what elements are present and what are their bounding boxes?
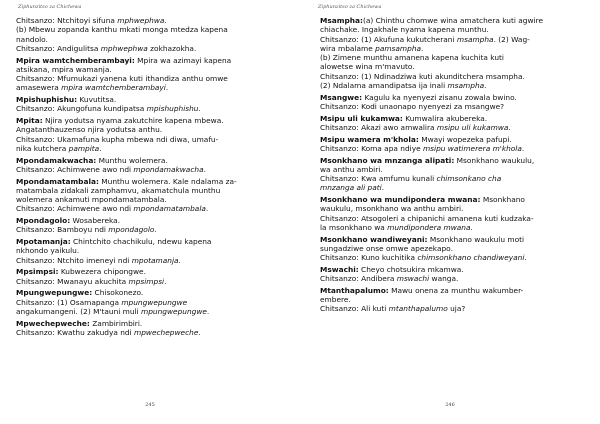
entry-text: . bbox=[205, 204, 209, 214]
entry-line bbox=[16, 74, 286, 83]
entry-text: Mpira wa azimayi kapena bbox=[134, 55, 232, 65]
dictionary-entry bbox=[16, 288, 286, 316]
entry-text: atsikana, mpira wamanja. bbox=[16, 64, 112, 74]
entry-text: wa anthu ambiri. bbox=[320, 164, 383, 174]
entry-text: Chitsanzo: Kuno kuchitika bbox=[320, 253, 418, 262]
entry-line bbox=[320, 174, 586, 183]
entry-line bbox=[16, 16, 286, 25]
example-word: mpsimpsi bbox=[128, 276, 165, 286]
entry-text: (b) Mbewu zopanda kanthu mkati monga mtedza kapena bbox=[16, 25, 228, 35]
entry-line bbox=[320, 62, 586, 71]
entry-term: Mpotamanja: bbox=[16, 237, 71, 246]
entry-text: Chitsanzo: Andibera bbox=[320, 274, 397, 283]
entry-line bbox=[16, 177, 286, 186]
entry-text: Chitsanzo: Ntchitoyi sifuna bbox=[16, 16, 118, 25]
entry-text: Chitsanzo: Andigulitsa bbox=[16, 43, 101, 53]
entry-line bbox=[320, 265, 586, 274]
entry-text: matambala zidakali zamphamvu, akamatchula munthu bbox=[16, 185, 221, 195]
entry-line bbox=[320, 244, 586, 253]
entry-text: Chitsanzo: Bamboyu ndi bbox=[16, 225, 109, 235]
entry-line bbox=[320, 286, 586, 295]
entry-line bbox=[320, 253, 586, 262]
entry-line bbox=[320, 72, 586, 81]
entry-term: Mpishuphishu: bbox=[16, 95, 78, 104]
example-word: pampita bbox=[68, 143, 100, 153]
example-word: mpira wamtchemberambayi bbox=[61, 83, 166, 93]
entry-text: nandolo. bbox=[16, 34, 48, 44]
entry-line bbox=[320, 204, 586, 213]
example-word: msampha bbox=[447, 80, 485, 90]
example-word: mpungwepungwe bbox=[141, 306, 207, 316]
entry-line bbox=[16, 104, 286, 113]
example-word: mnzanga ali pati bbox=[320, 183, 382, 193]
entry-line bbox=[16, 277, 286, 286]
dictionary-entry bbox=[16, 95, 286, 114]
entry-line bbox=[320, 135, 586, 144]
entry-text: embere. bbox=[320, 295, 351, 304]
example-word: msipu uli kukamwa bbox=[436, 122, 509, 132]
entry-text: Chitsanzo: Ntchito imeneyi ndi bbox=[16, 255, 132, 265]
entry-text: Mawu onena za munthu wakumber- bbox=[388, 285, 524, 295]
entry-line bbox=[320, 25, 586, 34]
dictionary-entry bbox=[16, 216, 286, 235]
entry-text: . bbox=[206, 306, 210, 316]
entry-term: Mpondagolo: bbox=[16, 216, 71, 225]
entry-text: Zambirimbiri. bbox=[89, 318, 143, 328]
dictionary-entry bbox=[320, 135, 586, 154]
example-word: pamsampha bbox=[375, 43, 422, 53]
dictionary-entry bbox=[320, 16, 586, 90]
entry-text: Msonkhano waukulu, bbox=[454, 155, 535, 165]
entry-text: zokhazokha. bbox=[147, 43, 197, 53]
entry-text: Chitsanzo: Kwathu zakudya ndi bbox=[16, 327, 135, 337]
example-word: mpondamatambala bbox=[133, 204, 206, 214]
entry-term: Msipu uli kukamwa: bbox=[320, 113, 403, 123]
entry-term: Msonkhano wandiweyani: bbox=[320, 234, 428, 244]
entry-term: Mpungwepungwe: bbox=[16, 288, 93, 298]
entry-text: amasewera bbox=[16, 83, 62, 93]
example-word: chimsonkhano chandiweyani bbox=[417, 253, 525, 262]
entry-text: Chitsanzo: Kodi unaonapo nyenyezi za msangwe? bbox=[320, 101, 505, 111]
entry-line bbox=[16, 298, 286, 307]
example-word: mpungwepungwe bbox=[121, 297, 188, 307]
dictionary-entry bbox=[320, 286, 586, 314]
entry-text: sungadziwe onse omwe apezekapo. bbox=[320, 243, 453, 253]
entry-text: angakumangeni. (2) M'tauni muli bbox=[16, 306, 142, 316]
entry-line bbox=[320, 295, 586, 304]
example-word: mswachi bbox=[396, 274, 430, 283]
entry-term: Msonkhano wa mnzanga alipati: bbox=[320, 155, 455, 165]
entry-text: Chitsanzo: Ali kuti bbox=[320, 304, 389, 314]
entry-text: Chitsanzo: Kwa amfumu kunali bbox=[320, 174, 437, 183]
entry-line bbox=[16, 25, 286, 34]
entry-text: Chitsanzo: Atsogoleri a chipanichi amanena kuti kudzaka- bbox=[320, 213, 534, 223]
entry-line bbox=[320, 16, 586, 25]
entry-text: Mwayi wopezeka pafupi. bbox=[418, 134, 512, 144]
dictionary-entry bbox=[16, 177, 286, 214]
entry-text: chiachake. Ingakhale nyama kapena munthu. bbox=[320, 25, 489, 35]
entry-text: . bbox=[203, 164, 206, 174]
entry-line bbox=[320, 81, 586, 90]
entry-line bbox=[16, 319, 286, 328]
dictionary-entry bbox=[16, 116, 286, 153]
entry-line bbox=[16, 256, 286, 265]
dictionary-entry bbox=[320, 265, 586, 284]
right-page bbox=[300, 0, 600, 424]
entry-term: Msonkhano wa mundipondera mwana: bbox=[320, 195, 481, 204]
entry-line bbox=[320, 44, 586, 53]
page-content bbox=[16, 16, 286, 340]
entry-text: . bbox=[524, 253, 527, 262]
entry-line bbox=[16, 144, 286, 153]
dictionary-entry bbox=[320, 235, 586, 263]
entry-line bbox=[320, 165, 586, 174]
example-word: mphwephwa bbox=[100, 43, 148, 53]
entry-line bbox=[16, 35, 286, 44]
running-head: Ziphunzitso za Chichewa bbox=[18, 4, 82, 10]
entry-term: Mpita: bbox=[16, 116, 43, 125]
entry-term: Mswachi: bbox=[320, 264, 359, 274]
entry-text: Njira yodutsa nyama zakutchire kapena mbewa. bbox=[42, 116, 224, 125]
page-content bbox=[320, 16, 586, 316]
entry-line bbox=[16, 116, 286, 125]
entry-term: Mpsimpsi: bbox=[16, 267, 59, 277]
entry-term: Mpwechepweche: bbox=[16, 318, 90, 328]
entry-line bbox=[320, 144, 586, 153]
entry-line bbox=[16, 56, 286, 65]
entry-line bbox=[16, 246, 286, 255]
entry-line bbox=[16, 225, 286, 234]
entry-text: Kagulu ka nyenyezi zisanu zowala bwino. bbox=[362, 92, 517, 102]
entry-line bbox=[16, 44, 286, 53]
example-word: mpondagolo bbox=[108, 225, 155, 235]
entry-text: waukulu, msonkhano wa anthu ambiri. bbox=[320, 204, 464, 214]
entry-text: Kumwalira akubereka. bbox=[402, 113, 488, 123]
entry-text: Chitsanzo: Ukamafuna kupha mbewa ndi diwa, umafu- bbox=[16, 134, 219, 144]
entry-line bbox=[16, 95, 286, 104]
entry-text: Chitsanzo: (1) Osamapanga bbox=[16, 297, 122, 307]
dictionary-entry bbox=[16, 156, 286, 175]
dictionary-entry bbox=[16, 56, 286, 93]
entry-text: . bbox=[508, 122, 511, 132]
dictionary-entry bbox=[320, 195, 586, 232]
example-word: msampha bbox=[456, 34, 494, 44]
entry-text: Chitsanzo: (1) Akufuna kukutcherani bbox=[320, 34, 457, 44]
running-head: Ziphunzitso za Chichewa bbox=[318, 4, 382, 10]
example-word: chimsonkano cha bbox=[436, 174, 502, 183]
entry-line bbox=[320, 183, 586, 192]
entry-line bbox=[320, 123, 586, 132]
entry-text: Chitsanzo: Mwanayu akuchita bbox=[16, 276, 129, 286]
entry-text: uja? bbox=[447, 304, 466, 314]
entry-text: . bbox=[99, 143, 102, 153]
entry-line bbox=[16, 216, 286, 225]
example-word: mtanthapalumo bbox=[388, 304, 448, 314]
entry-text: alowetse wina m'mavuto. bbox=[320, 62, 415, 72]
entry-text: Chitsanzo: Achimwene awo ndi bbox=[16, 164, 134, 174]
entry-text: nkhondo yaikulu. bbox=[16, 246, 80, 256]
entry-text: Chitsanzo: (1) Ndinadziwa kuti akunditchera msampha. bbox=[320, 71, 525, 81]
entry-text: . bbox=[198, 104, 201, 114]
entry-line bbox=[16, 165, 286, 174]
dictionary-entry bbox=[320, 114, 586, 133]
entry-text: Chitsanzo: Mfumukazi yanena kuti ithandiza anthu omwe bbox=[16, 74, 228, 83]
page-number: 246 bbox=[445, 402, 455, 408]
dictionary-entry bbox=[16, 237, 286, 265]
entry-line bbox=[320, 93, 586, 102]
dictionary-entry bbox=[16, 319, 286, 338]
entry-line bbox=[16, 156, 286, 165]
entry-line bbox=[16, 288, 286, 297]
entry-text: Cheyo chotsukira mkamwa. bbox=[358, 264, 464, 274]
entry-line bbox=[16, 267, 286, 276]
entry-line bbox=[16, 237, 286, 246]
entry-line bbox=[320, 35, 586, 44]
example-word: mpwechepweche bbox=[134, 327, 199, 337]
entry-text: (a) Chinthu chomwe wina amatchera kuti agwire bbox=[362, 16, 543, 25]
entry-line bbox=[320, 214, 586, 223]
entry-line bbox=[16, 65, 286, 74]
dictionary-entry bbox=[16, 16, 286, 53]
entry-term: Mpira wamtchemberambayi: bbox=[16, 55, 135, 65]
entry-line bbox=[320, 53, 586, 62]
entry-text: la msonkhano wa bbox=[320, 222, 388, 232]
entry-term: Mpondamatambala: bbox=[16, 176, 99, 186]
entry-text: . bbox=[198, 327, 201, 337]
example-word: msipu watimerera m'khola bbox=[422, 143, 522, 153]
example-word: mphwephwa bbox=[117, 16, 165, 25]
entry-text: Chitsanzo: Akungofuna kundipatsa bbox=[16, 104, 147, 114]
entry-term: Mtanthapalumo: bbox=[320, 285, 389, 295]
entry-term: Msampha: bbox=[320, 16, 363, 25]
entry-line bbox=[16, 307, 286, 316]
entry-line bbox=[320, 156, 586, 165]
entry-term: Mpondamakwacha: bbox=[16, 155, 97, 165]
entry-line bbox=[320, 114, 586, 123]
entry-text: . (2) Wag- bbox=[493, 34, 530, 44]
entry-text: . bbox=[521, 143, 525, 153]
entry-text: Chitsanzo: Akazi awo amwalira bbox=[320, 122, 437, 132]
entry-line bbox=[320, 102, 586, 111]
entry-text: (b) Zimene munthu amanena kapena kuchita kuti bbox=[320, 53, 504, 62]
entry-line bbox=[16, 135, 286, 144]
entry-text: Msonkhano waukulu moti bbox=[427, 234, 525, 244]
example-word: mpondamakwacha bbox=[133, 164, 204, 174]
entry-text: . bbox=[165, 83, 169, 93]
entry-text: . bbox=[381, 183, 385, 193]
entry-line bbox=[320, 304, 586, 313]
entry-text: Chisokonezo. bbox=[92, 288, 144, 298]
entry-text: Chitsanzo: Koma apa ndiye bbox=[320, 143, 423, 153]
entry-text: Msonkhano bbox=[480, 195, 525, 204]
entry-text: Angatanthauzenso njira yodutsa anthu. bbox=[16, 125, 163, 135]
entry-text: (2) Ndalama amandipatsa ija inali bbox=[320, 80, 448, 90]
entry-line bbox=[16, 125, 286, 134]
entry-text: . bbox=[178, 255, 181, 265]
entry-text: nika kutchera bbox=[16, 143, 69, 153]
entry-text: . bbox=[164, 16, 167, 25]
entry-text: Kubwezera chipongwe. bbox=[58, 267, 146, 277]
entry-text: . bbox=[421, 43, 424, 53]
entry-text: . bbox=[164, 276, 167, 286]
dictionary-entry bbox=[320, 93, 586, 112]
example-word: mpishuphishu bbox=[146, 104, 199, 114]
entry-text: Kuvutitsa. bbox=[77, 95, 117, 104]
entry-line bbox=[16, 328, 286, 337]
entry-text: Chintchito chachikulu, ndewu kapena bbox=[70, 237, 212, 246]
entry-line bbox=[320, 274, 586, 283]
entry-term: Msangwe: bbox=[320, 92, 363, 102]
entry-text: . bbox=[470, 222, 473, 232]
entry-text: . bbox=[154, 225, 157, 235]
entry-line bbox=[320, 235, 586, 244]
dictionary-entry bbox=[16, 267, 286, 286]
entry-text: wanga. bbox=[429, 274, 459, 283]
entry-line bbox=[320, 223, 586, 232]
entry-line bbox=[16, 195, 286, 204]
entry-term: Msipu wamera m'khola: bbox=[320, 134, 419, 144]
entry-text: Chitsanzo: Achimwene awo ndi bbox=[16, 204, 134, 214]
entry-text: wolemera ankamuti mpondamatambala. bbox=[16, 195, 167, 204]
example-word: mundipondera mwana bbox=[387, 222, 471, 232]
entry-line bbox=[16, 204, 286, 213]
entry-text: wira mbalame bbox=[320, 43, 376, 53]
page-number: 245 bbox=[145, 402, 155, 408]
entry-text: Munthu wolemera. Kale ndalama za- bbox=[98, 176, 237, 186]
entry-text: Munthu wolemera. bbox=[96, 155, 168, 165]
entry-text: Wosabereka. bbox=[70, 216, 121, 225]
example-word: mpotamanja bbox=[131, 255, 179, 265]
entry-line bbox=[16, 83, 286, 92]
entry-text: . bbox=[484, 80, 487, 90]
dictionary-entry bbox=[320, 156, 586, 193]
entry-line bbox=[320, 195, 586, 204]
entry-line bbox=[16, 186, 286, 195]
